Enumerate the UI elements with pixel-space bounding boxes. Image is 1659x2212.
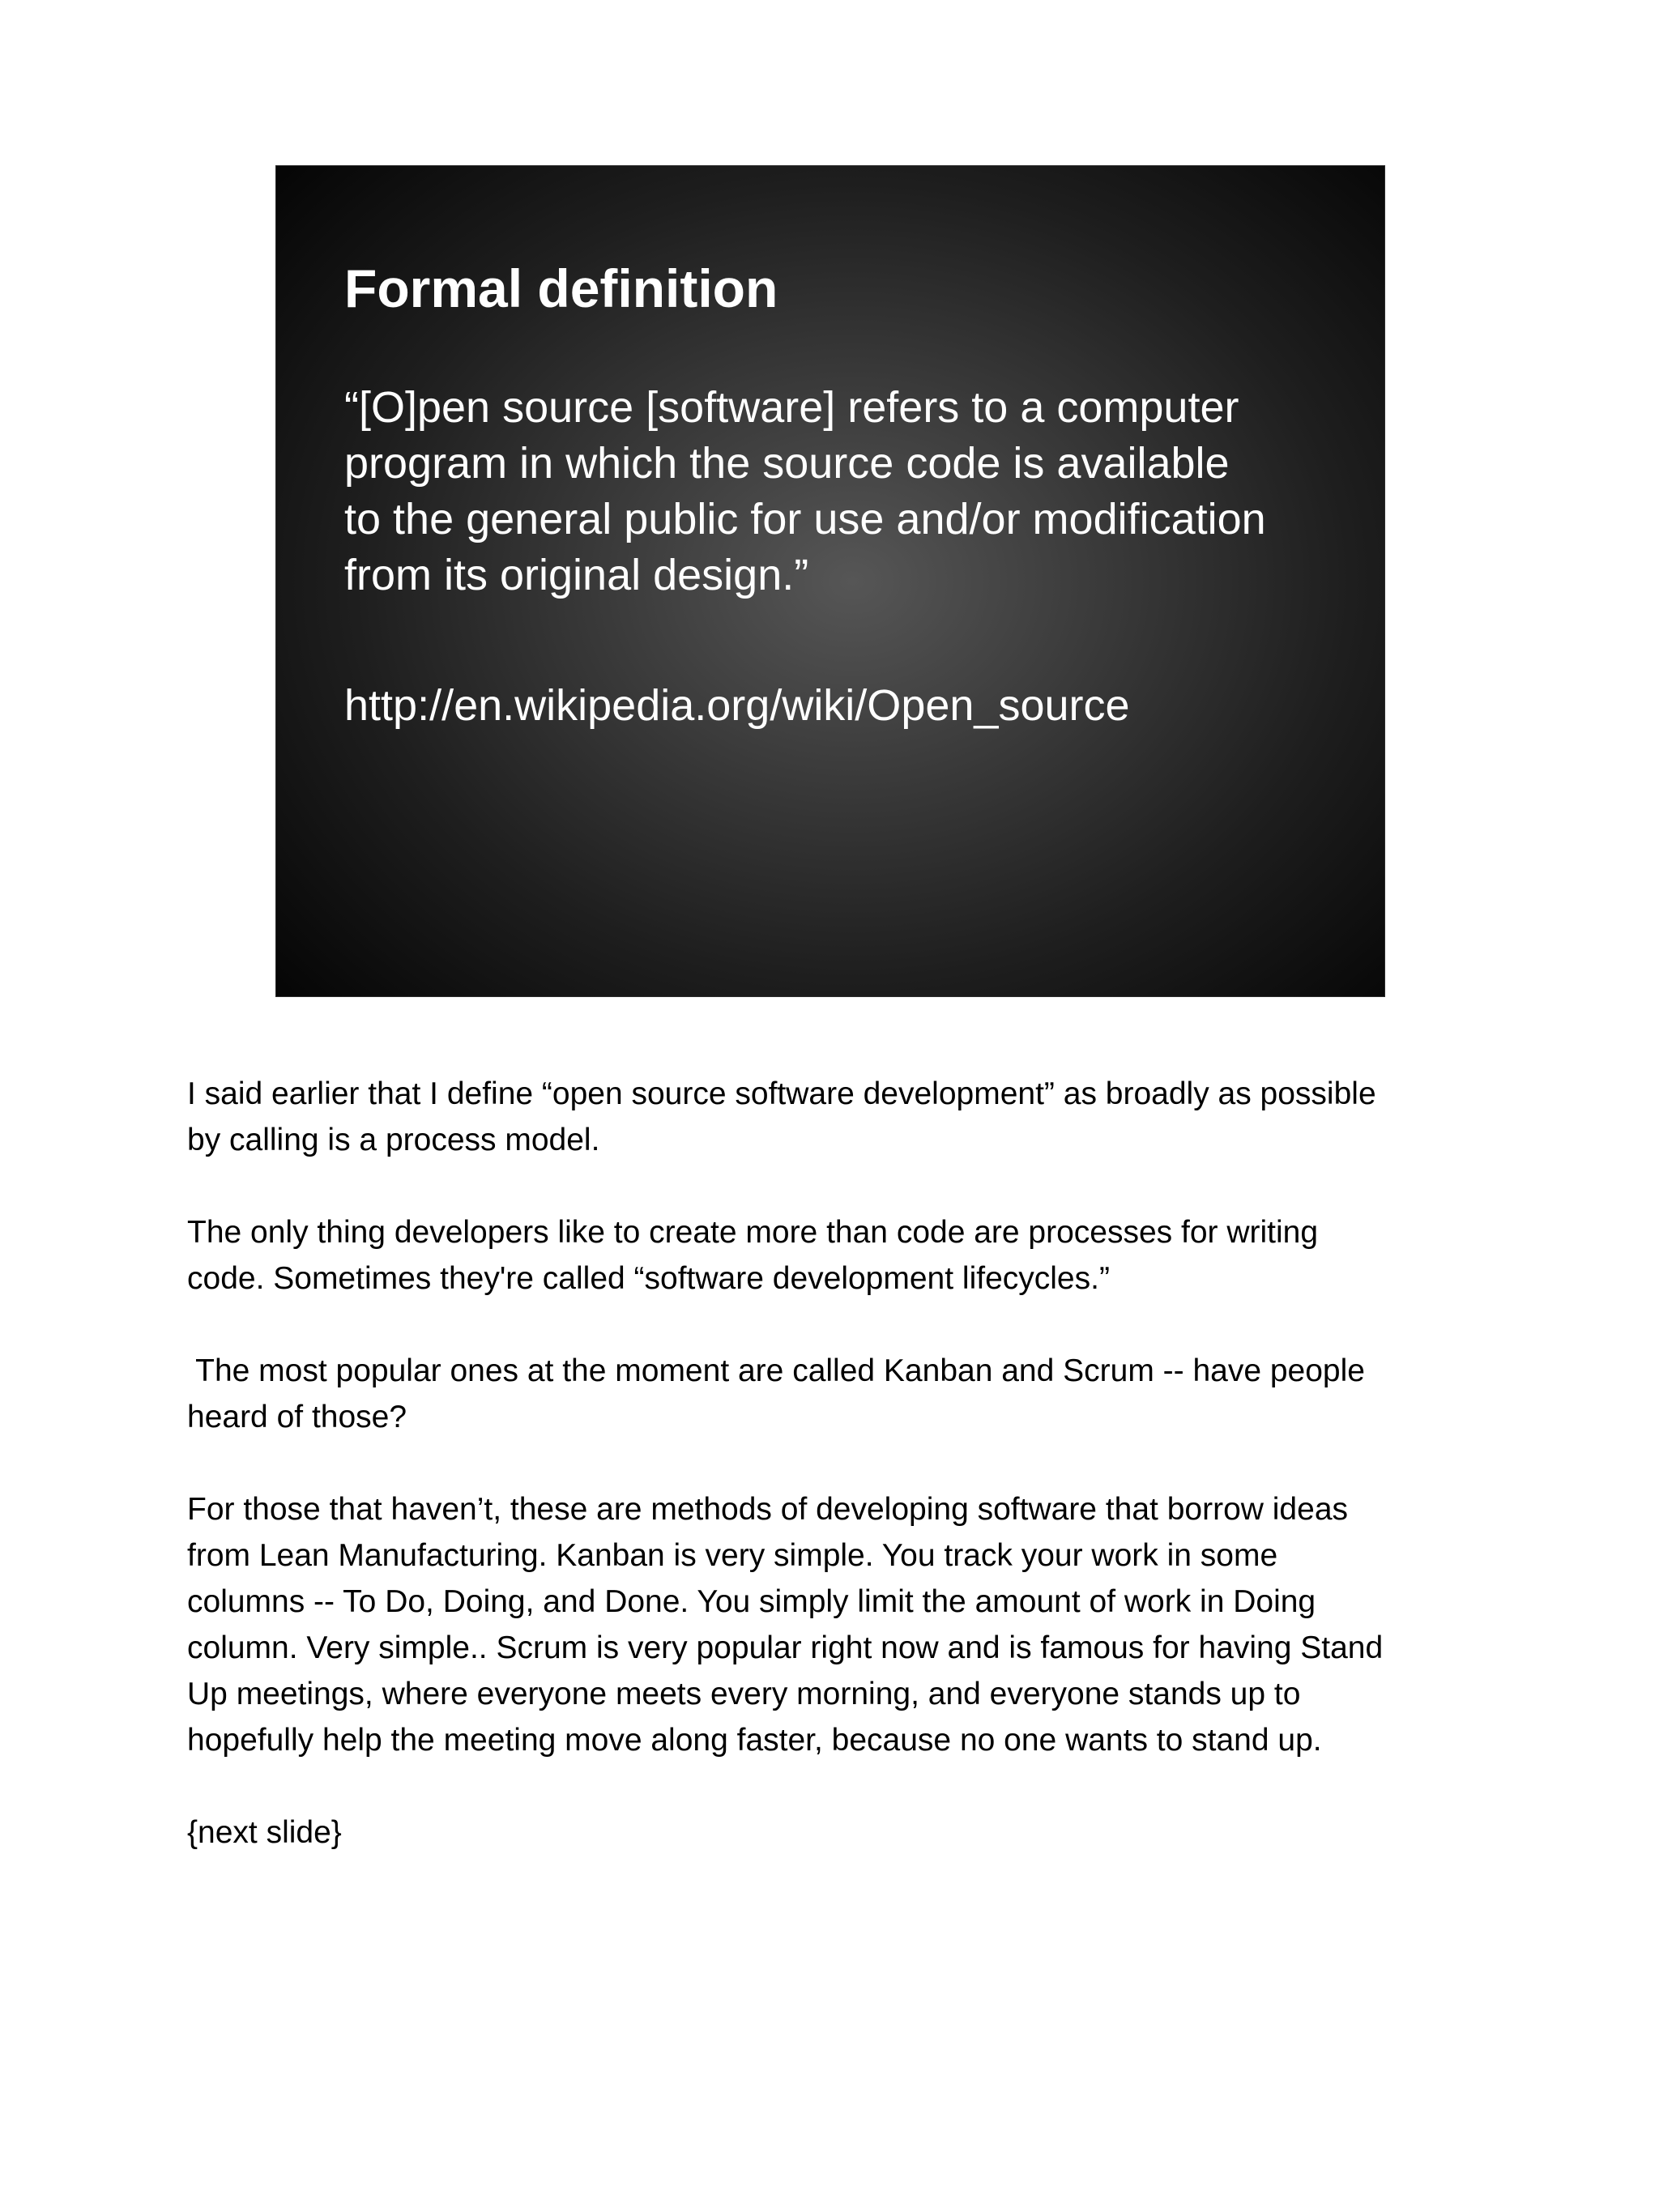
notes-line: by calling is a process model. [187,1123,600,1157]
slide-quote-line: from its original design.” [344,551,809,599]
slide-quote-line: “[O]pen source [software] refers to a computer [344,383,1239,432]
notes-line: hopefully help the meeting move along faster, because no one wants to stand up. [187,1723,1322,1758]
notes-line: from Lean Manufacturing. Kanban is very simple. You track your work in some [187,1538,1278,1573]
speaker-notes [187,1071,1516,1902]
notes-line: {next slide} [187,1815,342,1850]
notes-line: The only thing developers like to create more than code are processes for writing [187,1215,1319,1250]
slide-quote [344,380,1316,603]
slide-image [275,165,1385,997]
notes-paragraph [187,1486,1516,1763]
notes-line: I said earlier that I define “open source software development” as broadly as possible [187,1076,1376,1111]
notes-paragraph [187,1809,1516,1856]
notes-line: column. Very simple.. Scrum is very popular right now and is famous for having Stand [187,1630,1384,1665]
slide-source-link: http://en.wikipedia.org/wiki/Open_source [344,681,1130,730]
notes-line: Up meetings, where everyone meets every morning, and everyone stands up to [187,1677,1301,1711]
notes-line: For those that haven’t, these are methods of developing software that borrow ideas [187,1492,1349,1527]
notes-paragraph [187,1348,1516,1440]
slide-quote-line: program in which the source code is available [344,439,1230,488]
notes-paragraph [187,1209,1516,1302]
notes-line: heard of those? [187,1400,407,1434]
notes-paragraph [187,1071,1516,1163]
notes-line: code. Sometimes they're called “software development lifecycles.” [187,1261,1110,1296]
slide-quote-line: to the general public for use and/or modification [344,495,1266,543]
notes-line: The most popular ones at the moment are called Kanban and Scrum -- have people [187,1353,1365,1388]
slide-title: Formal definition [344,258,778,318]
notes-line: columns -- To Do, Doing, and Done. You simply limit the amount of work in Doing [187,1584,1316,1619]
